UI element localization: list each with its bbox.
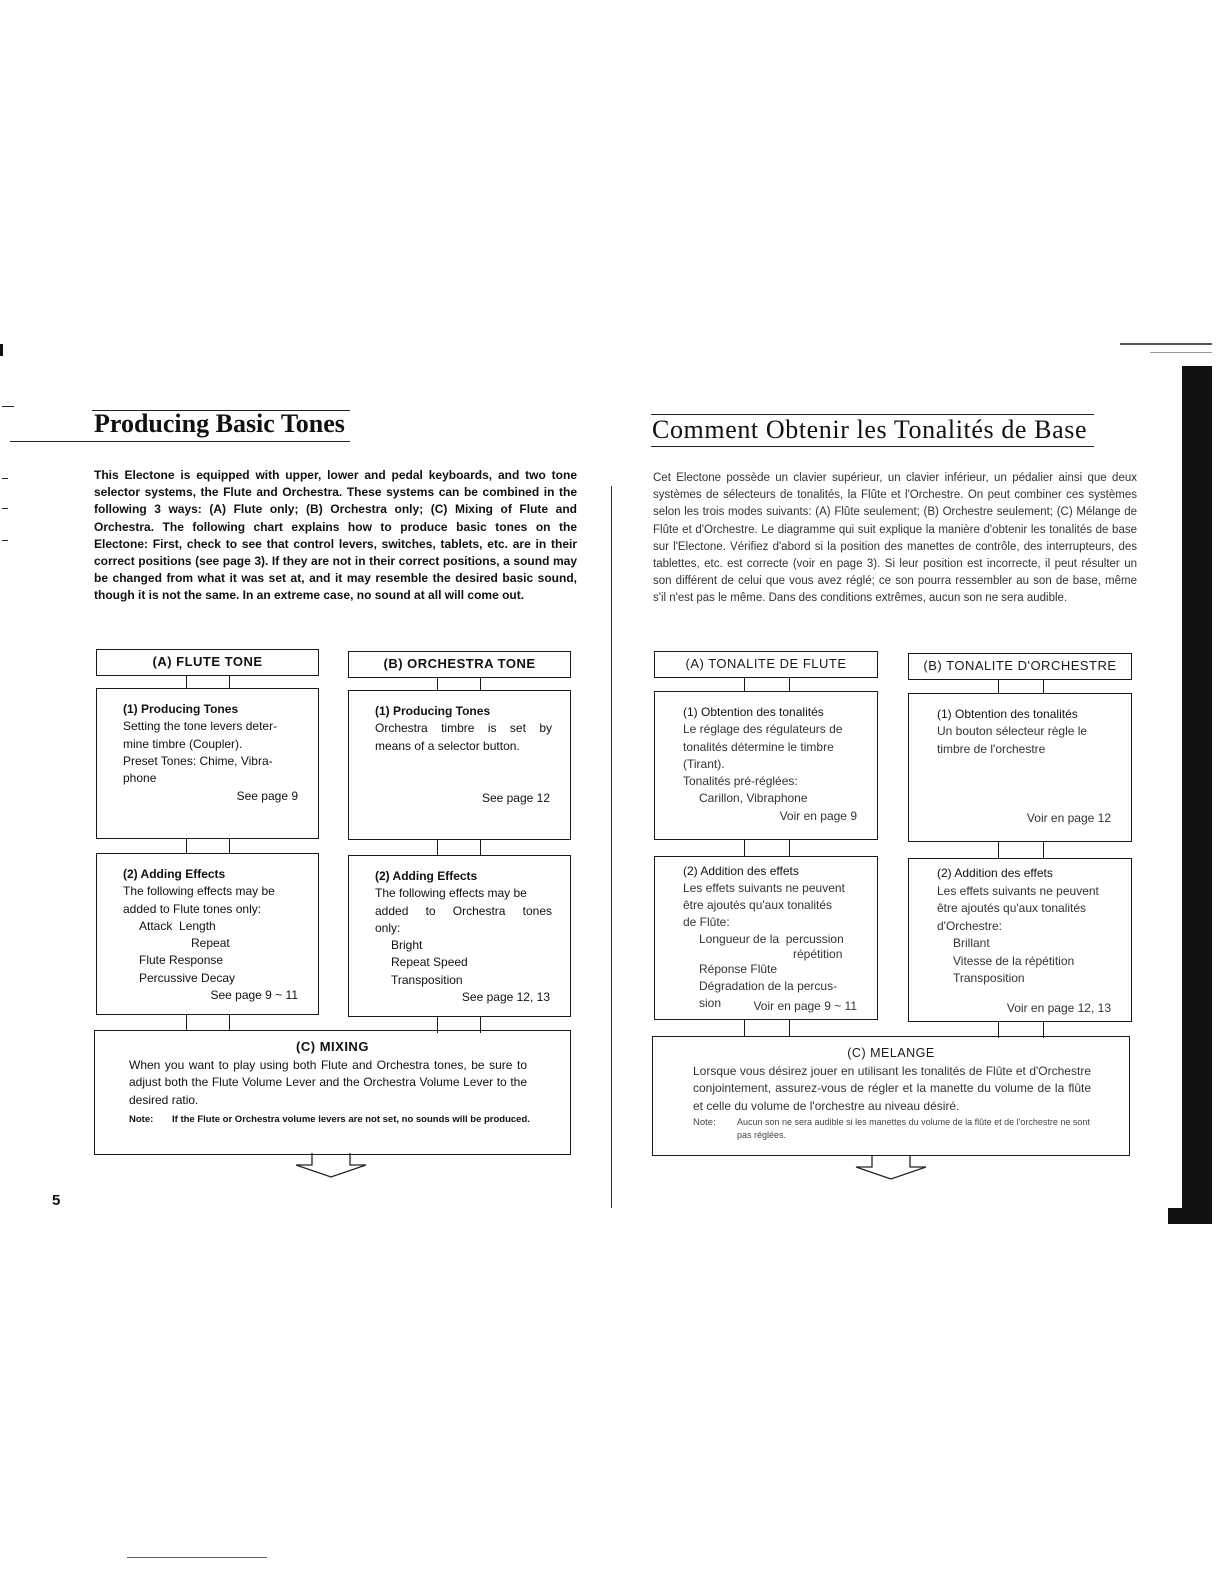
intro-paragraph-fr: Cet Electone possède un clavier supérieur, un clavier inférieur, un pédalier ainsi que deux systèmes de sélecteurs de tonalités, la Flûte et l'Orchestre. On peut combiner ces systèmes selon les trois modes suivants: (A) Flûte seulement; (B) Orchestre seulement; (C) Mélange de Flûte et d'Orchestre. Le diagramme qui suit explique la manière d'obtenir les tonalités de base sur l'Electone. Vérifiez d'abord si la position des manettes de contrôle, des interrupteurs, des tablettes, etc. est correcte (voir en page 3). Si leur position est incorrecte, il peut résulter un son différent de celui que vous avez réglé; ce son pourra ressembler au son de base, même s'il n'est pas le même. Dans des conditions extrêmes, aucun son ne sera audible. [653, 472, 1137, 605]
flute-tone-header-fr [654, 651, 878, 678]
flute-producing-title: (1) Producing Tones [123, 702, 239, 716]
mixing-box [94, 1030, 571, 1155]
margin-mark [2, 478, 8, 479]
binding-edge [1182, 366, 1212, 1224]
effect-item: Dégradation de la percus- [699, 979, 838, 993]
see-page: See page 9 [236, 789, 298, 803]
connector [744, 1019, 790, 1037]
connector [437, 677, 481, 691]
connector [998, 679, 1044, 694]
text-line: The following effects may be [375, 886, 527, 901]
orchestra-producing-box-fr [908, 693, 1132, 842]
mixing-note: If the Flute or Orchestra volume levers are not set, no sounds will be produced. [172, 1114, 530, 1125]
down-arrow-icon [291, 1153, 371, 1179]
text-line: de Flûte: [683, 915, 730, 929]
text-line: added to Flute tones only: [123, 901, 262, 916]
see-page: See page 12 [481, 791, 550, 805]
page-number: 5 [52, 1192, 61, 1209]
orchestra-tone-header-label: (B) ORCHESTRA TONE [383, 656, 536, 671]
connector [998, 841, 1044, 859]
connector [437, 839, 481, 856]
text-line: Carillon, Vibraphone [699, 791, 808, 806]
flute-effects-box [96, 853, 319, 1015]
see-page: Voir en page 12, 13 [1006, 1001, 1111, 1015]
effect-item: Flute Response [139, 953, 224, 968]
orchestra-producing-title-fr: (1) Obtention des tonalités [937, 707, 1078, 721]
effect-item: sion [699, 996, 722, 1010]
effect-item: Attack Length [139, 918, 216, 933]
connector [186, 1014, 230, 1031]
text-line: d'Orchestre: [937, 918, 1002, 933]
text-line: être ajoutés qu'aux tonalités [683, 898, 833, 912]
title-rule-bottom [10, 441, 350, 442]
text-line: phone [123, 771, 157, 786]
page-divider [611, 486, 612, 1208]
effect-item: répétition [793, 947, 843, 961]
flute-producing-box-fr [654, 691, 878, 840]
connector [186, 838, 230, 854]
orchestra-tone-header [348, 651, 571, 678]
flute-producing-title-fr: (1) Obtention des tonalités [683, 705, 824, 719]
text-line: Les effets suivants ne peuvent [937, 883, 1099, 898]
orchestra-producing-title: (1) Producing Tones [375, 704, 491, 718]
text-line: added to Orchestra tones [375, 903, 552, 918]
text-line: Le réglage des régulateurs de [683, 722, 843, 737]
flute-tone-header-label: (A) FLUTE TONE [152, 654, 263, 669]
binding-edge-mark [1150, 352, 1212, 353]
title-rule-bottom [651, 446, 1094, 447]
text-line: Preset Tones: Chime, Vibra- [123, 753, 273, 768]
flute-effects-box-fr [654, 856, 878, 1020]
mixing-body: When you want to play using both Flute and Orchestra tones, be sure to adjust both the Flute Volume Lever and the Orchestra Volume Lever to the desired ratio. [129, 1058, 527, 1107]
margin-mark [2, 540, 8, 541]
effect-item: Brillant [953, 936, 990, 950]
text-line: Tonalités pré-réglées: [683, 774, 798, 789]
flute-effects-title: (2) Adding Effects [123, 867, 226, 881]
text-line: Setting the tone levers deter- [123, 719, 278, 734]
page-title-fr: Comment Obtenir les Tonalités de Base [652, 415, 1088, 444]
mixing-note-label: Note: [129, 1114, 154, 1125]
flute-tone-header [96, 649, 319, 676]
melange-body: Lorsque vous désirez jouer en utilisant les tonalités de Flûte et d'Orchestre conjointement, assurez-vous de régler et la manette du volume de la flûte et celle du volume de l'orchestre au niveau désiré. [693, 1064, 1091, 1113]
see-page: See page 12, 13 [461, 990, 550, 1004]
down-arrow-icon [851, 1155, 931, 1181]
orchestra-tone-header-fr-label: (B) TONALITE D'ORCHESTRE [923, 658, 1117, 673]
text-line: means of a selector button. [375, 738, 520, 753]
text-line: Orchestra timbre is set by [375, 721, 552, 736]
orchestra-effects-title: (2) Adding Effects [375, 869, 478, 883]
flute-producing-box [96, 688, 319, 839]
orchestra-producing-box [348, 690, 571, 840]
text-line: tonalités détermine le timbre [683, 739, 834, 754]
orchestra-effects-box-fr [908, 858, 1132, 1022]
text-line: Les effets suivants ne peuvent [683, 881, 845, 895]
effect-item: Transposition [953, 971, 1025, 985]
mixing-title: (C) MIXING [296, 1039, 369, 1054]
flute-tone-header-fr-label: (A) TONALITE DE FLUTE [685, 656, 847, 671]
orchestra-effects-title-fr: (2) Addition des effets [937, 866, 1053, 880]
melange-title: (C) MELANGE [847, 1046, 935, 1060]
margin-mark [2, 508, 8, 509]
effect-item: Vitesse de la répétition [953, 953, 1075, 968]
see-page: Voir en page 12 [1026, 811, 1111, 825]
text-line: (Tirant). [683, 756, 725, 771]
see-page: See page 9 ~ 11 [210, 988, 298, 1002]
text-line: only: [375, 920, 401, 935]
orchestra-tone-header-fr [908, 653, 1132, 680]
flute-effects-title-fr: (2) Addition des effets [683, 864, 799, 878]
binding-edge-mark [1120, 343, 1212, 345]
effect-item: Réponse Flûte [699, 962, 778, 976]
melange-note-label: Note: [693, 1117, 716, 1128]
binding-edge [1168, 1208, 1212, 1224]
intro-paragraph: This Electone is equipped with upper, lower and pedal keyboards, and two tone selector systems, the Flute and Orchestra. These systems can be combined in the following 3 ways: (A) Flute only; (B) Orchestra only; (C) Mixing of Flute and Orchestra. The following chart explains how to produce basic tones on the Electone: First, check to see that control levers, switches, tablets, etc. are in their correct positions (see page 3). If they are not in their correct positions, a sound may be changed from what it was set at, and it may resemble the desired basic sound, though it is not the same. In an extreme case, no sound at all will come out. [94, 468, 577, 603]
connector [186, 675, 230, 689]
connector [744, 839, 790, 857]
melange-note: Aucun son ne sera audible si les manettes du volume de la flûte et de l'orchestre ne sont pas réglées. [737, 1117, 1090, 1140]
margin-mark [0, 344, 3, 356]
effect-item: Repeat [191, 936, 230, 951]
orchestra-effects-box [348, 855, 571, 1017]
effect-item: Transposition [391, 972, 463, 987]
connector [744, 677, 790, 692]
see-page: Voir en page 9 ~ 11 [753, 999, 857, 1013]
text-line: être ajoutés qu'aux tonalités [937, 901, 1087, 915]
text-line: Un bouton sélecteur règle le [937, 724, 1088, 739]
text-line: timbre de l'orchestre [937, 741, 1046, 756]
margin-mark [2, 406, 14, 407]
text-line: mine timbre (Coupler). [123, 736, 243, 751]
see-page: Voir en page 9 [779, 809, 857, 823]
bottom-link-line [127, 1557, 267, 1558]
melange-box [652, 1036, 1130, 1156]
effect-item: Repeat Speed [391, 955, 468, 970]
text-line: The following effects may be [123, 884, 275, 899]
page-title: Producing Basic Tones [94, 409, 345, 438]
effect-item: Longueur de la percussion [699, 932, 844, 946]
effect-item: Bright [391, 938, 423, 953]
effect-item: Percussive Decay [139, 970, 236, 985]
